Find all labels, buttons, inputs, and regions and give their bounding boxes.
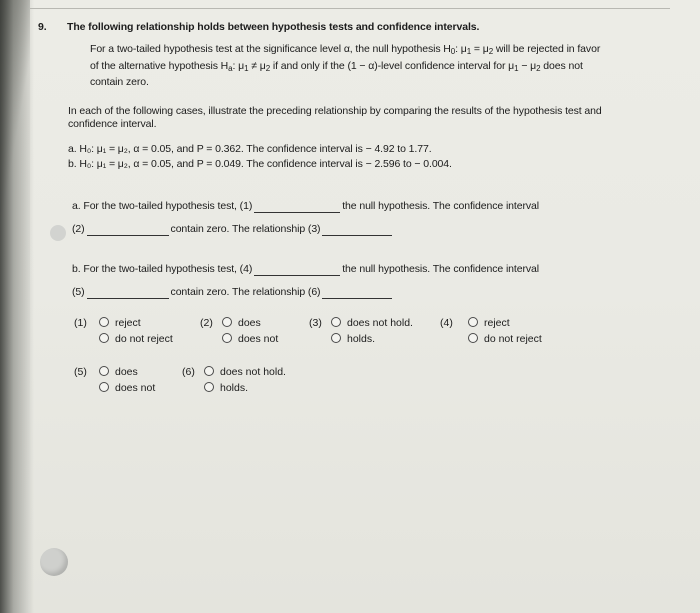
radio-icon[interactable] [468,333,478,343]
question-number: 9. [38,21,47,33]
case-b: b. H₀: μ₁ = μ₂, α = 0.05, and P = 0.049. The confidence interval is − 2.596 to − 0.004. [68,158,452,170]
g5-does-not-option[interactable]: does not [99,382,155,395]
group3-label: (3) [309,317,322,329]
group1-label: (1) [74,317,87,329]
radio-icon[interactable] [99,366,109,376]
group2-label: (2) [200,317,213,329]
blank-1[interactable] [254,203,340,213]
g6-holds-option[interactable]: holds. [204,382,248,395]
g1-do-not-reject-option[interactable]: do not reject [99,333,173,346]
group6-label: (6) [182,366,195,378]
para2-line1: In each of the following cases, illustrate the preceding relationship by comparing the results of the hypothesis test and [68,105,602,117]
part-a-line2: (2) contain zero. The relationship (3) [72,223,394,236]
part-b-line2: (5) contain zero. The relationship (6) [72,286,394,299]
blank-5[interactable] [87,289,169,299]
top-divider [30,8,670,9]
paper-mark [50,225,66,241]
part-a-line1: a. For the two-tailed hypothesis test, (1) the null hypothesis. The confidence interval [72,200,540,212]
radio-icon[interactable] [331,317,341,327]
radio-icon[interactable] [468,317,478,327]
g2-does-not-option[interactable]: does not [222,333,278,346]
g5-does-option[interactable]: does [99,366,138,379]
group4-label: (4) [440,317,453,329]
radio-icon[interactable] [204,366,214,376]
blank-6[interactable] [322,289,392,299]
case-a: a. H₀: μ₁ = μ₂, α = 0.05, and P = 0.362. The confidence interval is − 4.92 to 1.77. [68,143,432,155]
radio-icon[interactable] [99,382,109,392]
blank-2[interactable] [87,226,169,236]
left-shadow [0,0,34,613]
blank-3[interactable] [322,226,392,236]
paper-mark-bottom [40,548,68,576]
radio-icon[interactable] [99,317,109,327]
para1-line2: of the alternative hypothesis $H_a$: $\mu_1 \ne \mu_2$ if and only if the (1 − α)-level confidence interval for $\mu_1 - \mu_2$ does not [90,60,583,73]
g3-holds-option[interactable]: holds. [331,333,375,346]
para1-line3: contain zero. [90,76,149,88]
paper-sheet [30,0,700,613]
g4-do-not-reject-option[interactable]: do not reject [468,333,542,346]
g1-reject-option[interactable]: reject [99,317,141,330]
radio-icon[interactable] [99,333,109,343]
radio-icon[interactable] [222,317,232,327]
radio-icon[interactable] [204,382,214,392]
para2-line2: confidence interval. [68,118,157,130]
g3-does-not-hold-option[interactable]: does not hold. [331,317,413,330]
blank-4[interactable] [254,266,340,276]
g6-does-not-hold-option[interactable]: does not hold. [204,366,286,379]
radio-icon[interactable] [222,333,232,343]
g4-reject-option[interactable]: reject [468,317,510,330]
group5-label: (5) [74,366,87,378]
g2-does-option[interactable]: does [222,317,261,330]
question-title: The following relationship holds between hypothesis tests and confidence intervals. [67,21,480,33]
radio-icon[interactable] [331,333,341,343]
part-b-line1: b. For the two-tailed hypothesis test, (4) the null hypothesis. The confidence interval [72,263,540,275]
para1-line1: For a two-tailed hypothesis test at the significance level α, the null hypothesis $H_0$: $\mu_1 = \mu_2$ will be rejected in favor [90,43,601,56]
